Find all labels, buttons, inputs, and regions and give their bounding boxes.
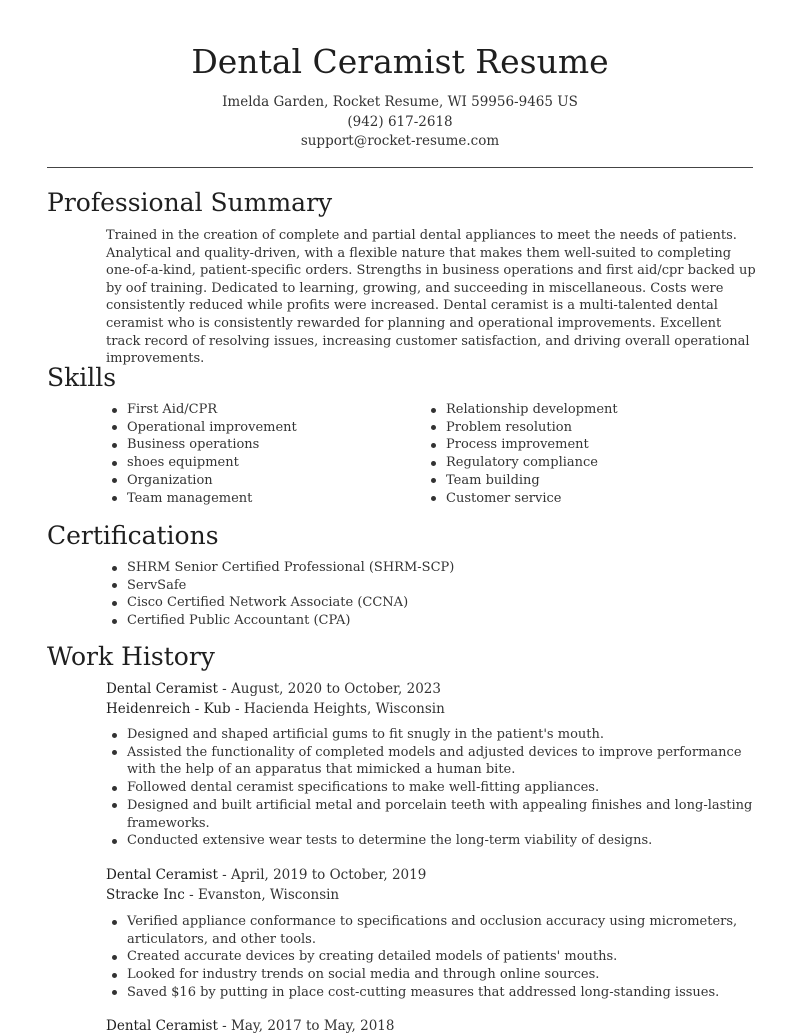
job-location: - Evanston, Wisconsin bbox=[184, 887, 340, 903]
job-role: Dental Ceramist bbox=[106, 867, 218, 883]
contact-address: Imelda Garden, Rocket Resume, WI 59956-9465 US bbox=[222, 94, 578, 110]
skill-item: Customer service bbox=[425, 490, 745, 508]
certification-item: SHRM Senior Certified Professional (SHRM-SCP) bbox=[106, 559, 746, 577]
job-bullet: Verified appliance conformance to specifications and occlusion accuracy using micrometers, articulators, and other tools. bbox=[106, 913, 756, 948]
job-role: Dental Ceramist bbox=[106, 681, 218, 697]
skill-item: Problem resolution bbox=[425, 419, 745, 437]
job-bullet: Conducted extensive wear tests to determine the long-term viability of designs. bbox=[106, 832, 756, 850]
job-bullet: Looked for industry trends on social media and through online sources. bbox=[106, 966, 756, 984]
resume-title: Dental Ceramist Resume bbox=[191, 42, 609, 81]
skill-item: First Aid/CPR bbox=[106, 401, 416, 419]
job-bullet: Followed dental ceramist specifications to make well-fitting appliances. bbox=[106, 779, 756, 797]
certifications-list bbox=[106, 559, 746, 630]
certification-item: ServSafe bbox=[106, 577, 746, 595]
job-employer bbox=[106, 886, 339, 905]
job-role: Dental Ceramist bbox=[106, 1018, 218, 1034]
job-employer bbox=[106, 700, 445, 719]
job-bullet: Saved $16 by putting in place cost-cutting measures that addressed long-standing issues. bbox=[106, 984, 756, 1002]
skill-item: Organization bbox=[106, 472, 416, 490]
skills-list-left bbox=[106, 401, 416, 507]
summary-heading: Professional Summary bbox=[47, 188, 333, 217]
skill-item: Team building bbox=[425, 472, 745, 490]
header-divider bbox=[47, 167, 753, 168]
job-heading bbox=[106, 866, 426, 885]
skill-item: Operational improvement bbox=[106, 419, 416, 437]
job-location: - Hacienda Heights, Wisconsin bbox=[230, 701, 445, 717]
certification-item: Certified Public Accountant (CPA) bbox=[106, 612, 746, 630]
skills-list-right bbox=[425, 401, 745, 507]
skill-item: Process improvement bbox=[425, 436, 745, 454]
job-dates: - April, 2019 to October, 2019 bbox=[217, 867, 427, 883]
job-bullets bbox=[106, 726, 756, 850]
job-bullets bbox=[106, 913, 756, 1002]
skills-heading: Skills bbox=[47, 363, 117, 392]
job-heading bbox=[106, 680, 441, 699]
certifications-heading: Certifications bbox=[47, 521, 219, 550]
job-bullet: Created accurate devices by creating detailed models of patients' mouths. bbox=[106, 948, 756, 966]
job-bullet: Designed and shaped artificial gums to fit snugly in the patient's mouth. bbox=[106, 726, 756, 744]
contact-phone: (942) 617-2618 bbox=[347, 114, 453, 130]
job-company: Stracke Inc bbox=[106, 887, 185, 903]
skill-item: shoes equipment bbox=[106, 454, 416, 472]
job-bullet: Assisted the functionality of completed models and adjusted devices to improve performance with the help of an apparatus that mimicked a human bite. bbox=[106, 744, 756, 779]
skill-item: Business operations bbox=[106, 436, 416, 454]
certification-item: Cisco Certified Network Associate (CCNA) bbox=[106, 594, 746, 612]
job-dates: - August, 2020 to October, 2023 bbox=[217, 681, 441, 697]
job-company: Heidenreich - Kub bbox=[106, 701, 231, 717]
contact-email: support@rocket-resume.com bbox=[300, 133, 500, 149]
skill-item: Regulatory compliance bbox=[425, 454, 745, 472]
job-bullet: Designed and built artificial metal and porcelain teeth with appealing finishes and long-lasting frameworks. bbox=[106, 797, 756, 832]
work-history-heading: Work History bbox=[47, 642, 215, 671]
skill-item: Team management bbox=[106, 490, 416, 508]
job-dates: - May, 2017 to May, 2018 bbox=[217, 1018, 395, 1034]
skill-item: Relationship development bbox=[425, 401, 745, 419]
job-heading bbox=[106, 1017, 394, 1036]
summary-text: Trained in the creation of complete and partial dental appliances to meet the needs of patients. Analytical and quality-driven, with a flexible nature that makes them well-suited to completing one-of-a-kind, patient-specific orders. Strengths in business operations and first aid/cpr backed up by oof training. Dedicated to learning, growing, and succeeding in miscellaneous. Costs were consistently reduced while profits were increased. Dental ceramist is a multi-talented dental ceramist who is consistently rewarded for planning and operational improvements. Excellent track record of resolving issues, increasing customer satisfaction, and driving overall operational improvements. bbox=[106, 228, 756, 367]
